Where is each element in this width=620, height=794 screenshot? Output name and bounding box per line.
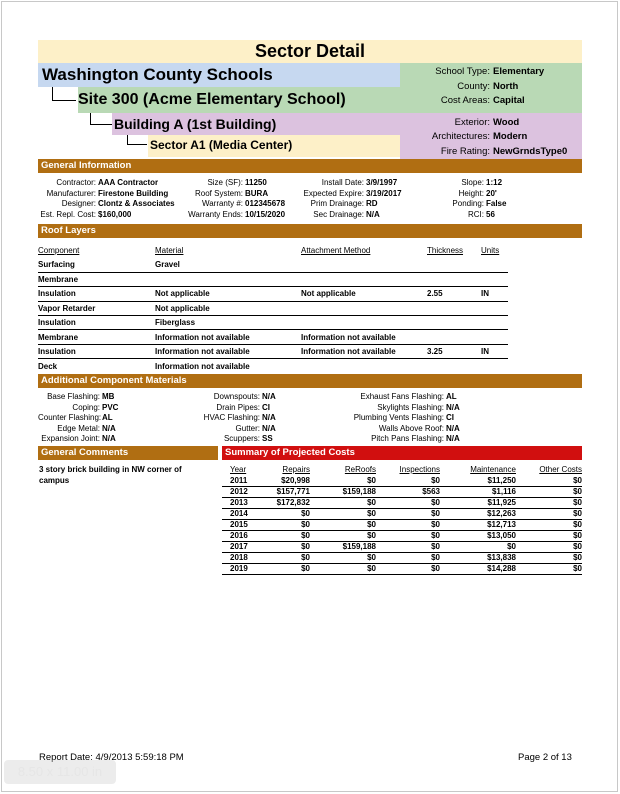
cell-other: $0 xyxy=(516,476,582,487)
cell-material: Information not available xyxy=(155,344,301,358)
cell-year: 2015 xyxy=(222,520,254,531)
additional-materials-col2: Downspouts: N/A Drain Pipes: CI HVAC Flashing: N/A Gutter: N/A Scuppers: SS xyxy=(203,392,276,444)
cell-component: Surfacing xyxy=(38,258,155,272)
cell-component: Vapor Retarder xyxy=(38,301,155,315)
cell-material xyxy=(155,272,301,286)
table-row xyxy=(222,531,582,542)
cell-material: Information not available xyxy=(155,361,250,371)
table-row xyxy=(38,301,508,315)
cell-other: $0 xyxy=(516,509,582,520)
cell-reroofs: $0 xyxy=(310,520,376,531)
report-date: Report Date: 4/9/2013 5:59:18 PM xyxy=(39,752,184,763)
cell-maintenance: $11,925 xyxy=(440,498,516,509)
table-row xyxy=(222,553,582,564)
cell-reroofs: $0 xyxy=(310,564,376,575)
cell-component: Insulation xyxy=(38,316,155,330)
cell-other: $0 xyxy=(516,487,582,498)
roof-layers-header-row xyxy=(38,244,508,258)
page-size-badge: 8.50 x 11.00 in xyxy=(4,760,116,784)
cell-thickness xyxy=(427,272,481,286)
cell-repairs: $157,771 xyxy=(254,487,310,498)
cell-reroofs: $159,188 xyxy=(310,487,376,498)
cell-repairs: $0 xyxy=(254,509,310,520)
cell-units xyxy=(481,316,508,330)
table-row xyxy=(38,287,508,301)
cell-reroofs: $0 xyxy=(310,498,376,509)
cell-other: $0 xyxy=(516,564,582,575)
cell-material: Information not available xyxy=(155,330,301,344)
table-row xyxy=(38,344,508,358)
col-repairs: Repairs xyxy=(282,465,310,474)
table-row xyxy=(222,487,582,498)
col-material: Material xyxy=(155,246,184,255)
col-inspections: Inspections xyxy=(399,465,440,474)
county: County: North xyxy=(457,81,519,92)
cell-component: Membrane xyxy=(38,272,155,286)
cell-attachment xyxy=(301,272,427,286)
cell-reroofs: $0 xyxy=(310,531,376,542)
tree-connector-sector xyxy=(127,135,147,145)
cell-thickness: 3.25 xyxy=(427,344,481,358)
table-row xyxy=(38,316,508,330)
cell-maintenance: $13,050 xyxy=(440,531,516,542)
table-row xyxy=(222,564,582,575)
cell-other: $0 xyxy=(516,498,582,509)
cell-repairs: $0 xyxy=(254,542,310,553)
general-info-header: General Information xyxy=(38,159,582,173)
cell-inspections: $0 xyxy=(376,564,440,575)
cell-inspections: $0 xyxy=(376,509,440,520)
cell-units: IN xyxy=(481,287,508,301)
cell-year: 2019 xyxy=(222,564,254,575)
cell-other: $0 xyxy=(516,520,582,531)
projected-costs-header-row xyxy=(222,464,582,476)
cell-inspections: $0 xyxy=(376,542,440,553)
col-reroofs: ReRoofs xyxy=(344,465,376,474)
cell-repairs: $0 xyxy=(254,564,310,575)
cell-thickness xyxy=(427,301,481,315)
cell-component: Insulation xyxy=(38,287,155,301)
cell-reroofs: $0 xyxy=(310,509,376,520)
cell-attachment: Information not available xyxy=(301,330,427,344)
projected-costs-table xyxy=(222,464,582,575)
cell-attachment xyxy=(301,359,427,373)
general-info-col3: Install Date: 3/9/1997 Expected Expire: 3/19/2017 Prim Drainage: RD Sec Drainage: N/A xyxy=(303,178,402,219)
cell-year: 2016 xyxy=(222,531,254,542)
table-row xyxy=(222,520,582,531)
cell-inspections: $563 xyxy=(376,487,440,498)
col-maintenance: Maintenance xyxy=(470,465,516,474)
cell-attachment xyxy=(301,316,427,330)
architectures: Architectures: Modern xyxy=(431,131,528,142)
cell-reroofs: $159,188 xyxy=(310,542,376,553)
cell-reroofs: $0 xyxy=(310,476,376,487)
table-row xyxy=(38,359,508,373)
cell-repairs: $0 xyxy=(254,553,310,564)
tree-connector-site xyxy=(52,87,76,101)
cell-units xyxy=(481,330,508,344)
table-row xyxy=(222,509,582,520)
cell-year: 2017 xyxy=(222,542,254,553)
col-thickness: Thickness xyxy=(427,246,464,255)
table-row xyxy=(38,330,508,344)
general-info-col1: Contractor: AAA Contractor Manufacturer: Firestone Building Designer: Clontz & Associates Est. Repl. Cost: $160,000 xyxy=(40,178,175,219)
sector-name: Sector A1 (Media Center) xyxy=(148,135,400,157)
district-name: Washington County Schools xyxy=(38,63,400,87)
cell-material: Not applicable xyxy=(155,287,301,301)
roof-layers-header: Roof Layers xyxy=(38,224,582,238)
cell-material: Not applicable xyxy=(155,301,301,315)
cell-thickness xyxy=(427,330,481,344)
cell-inspections: $0 xyxy=(376,520,440,531)
table-row xyxy=(222,498,582,509)
cell-other: $0 xyxy=(516,531,582,542)
tree-connector-building xyxy=(90,113,112,125)
cell-thickness xyxy=(427,316,481,330)
cell-year: 2014 xyxy=(222,509,254,520)
cell-inspections: $0 xyxy=(376,476,440,487)
cell-material: Gravel xyxy=(155,258,301,272)
cell-inspections: $0 xyxy=(376,531,440,542)
cell-inspections: $0 xyxy=(376,498,440,509)
school-type: School Type: Elementary xyxy=(435,66,545,77)
projected-costs-header: Summary of Projected Costs xyxy=(222,446,582,460)
cell-maintenance: $12,713 xyxy=(440,520,516,531)
cell-attachment xyxy=(301,258,427,272)
table-row xyxy=(222,476,582,487)
cell-year: 2018 xyxy=(222,553,254,564)
cell-maintenance: $1,116 xyxy=(440,487,516,498)
cell-attachment: Information not available xyxy=(301,344,427,358)
col-units: Units xyxy=(481,246,500,255)
cell-units: IN xyxy=(481,344,508,358)
table-row xyxy=(222,542,582,553)
col-other: Other Costs xyxy=(539,465,582,474)
table-row xyxy=(38,258,508,272)
cell-units xyxy=(481,359,508,373)
additional-materials-header: Additional Component Materials xyxy=(38,374,582,388)
cell-year: 2012 xyxy=(222,487,254,498)
site-name: Site 300 (Acme Elementary School) xyxy=(78,87,400,113)
page-title: Sector Detail xyxy=(38,40,582,63)
cell-other: $0 xyxy=(516,553,582,564)
cell-attachment: Not applicable xyxy=(301,287,427,301)
roof-layers-table xyxy=(38,244,508,373)
cell-inspections: $0 xyxy=(376,553,440,564)
additional-materials-col3: Exhaust Fans Flashing: AL Skylights Flashing: N/A Plumbing Vents Flashing: CI Walls Above Roof: N/A Pitch Pans Flashing: N/A xyxy=(353,392,460,444)
cell-attachment xyxy=(301,301,427,315)
table-row xyxy=(38,272,508,286)
cell-year: 2011 xyxy=(222,476,254,487)
cell-maintenance: $13,838 xyxy=(440,553,516,564)
cell-reroofs: $0 xyxy=(310,553,376,564)
page-number: Page 2 of 13 xyxy=(518,752,572,763)
col-year: Year xyxy=(230,465,247,474)
cell-repairs: $0 xyxy=(254,520,310,531)
cell-component: Deck xyxy=(38,361,58,371)
cell-units xyxy=(481,301,508,315)
cell-repairs: $172,832 xyxy=(254,498,310,509)
general-comments-header: General Comments xyxy=(38,446,218,460)
cell-units xyxy=(481,272,508,286)
cell-repairs: $20,998 xyxy=(254,476,310,487)
exterior: Exterior: Wood xyxy=(454,117,520,128)
cell-year: 2013 xyxy=(222,498,254,509)
cell-thickness xyxy=(427,359,481,373)
cell-thickness: 2.55 xyxy=(427,287,481,301)
cost-areas: Cost Areas: Capital xyxy=(440,95,525,106)
additional-materials-col1: Base Flashing: MB Coping: PVC Counter Flashing:AL Edge Metal: N/A Expansion Joint: N/A xyxy=(38,392,119,444)
cell-thickness xyxy=(427,258,481,272)
cell-repairs: $0 xyxy=(254,531,310,542)
cell-maintenance: $14,288 xyxy=(440,564,516,575)
cell-maintenance: $11,250 xyxy=(440,476,516,487)
general-info-col4: Slope: 1:12 Height: 20' Ponding: False RCI: 56 xyxy=(452,178,507,219)
cell-units xyxy=(481,258,508,272)
fire-rating: Fire Rating: NewGrndsType0 xyxy=(440,146,568,157)
general-comments-text: 3 story brick building in NW corner of campus xyxy=(39,465,182,485)
col-attachment: Attachment Method xyxy=(301,246,371,255)
general-info-col2: Size (SF): 11250 Roof System: BURA Warranty #: 012345678 Warranty Ends: 10/15/2020 xyxy=(188,178,286,219)
cell-maintenance: $0 xyxy=(440,542,516,553)
cell-material: Fiberglass xyxy=(155,316,301,330)
cell-maintenance: $12,263 xyxy=(440,509,516,520)
cell-component: Insulation xyxy=(38,344,155,358)
cell-component: Membrane xyxy=(38,330,155,344)
cell-other: $0 xyxy=(516,542,582,553)
col-component: Component xyxy=(38,246,80,255)
building-name: Building A (1st Building) xyxy=(112,113,400,135)
